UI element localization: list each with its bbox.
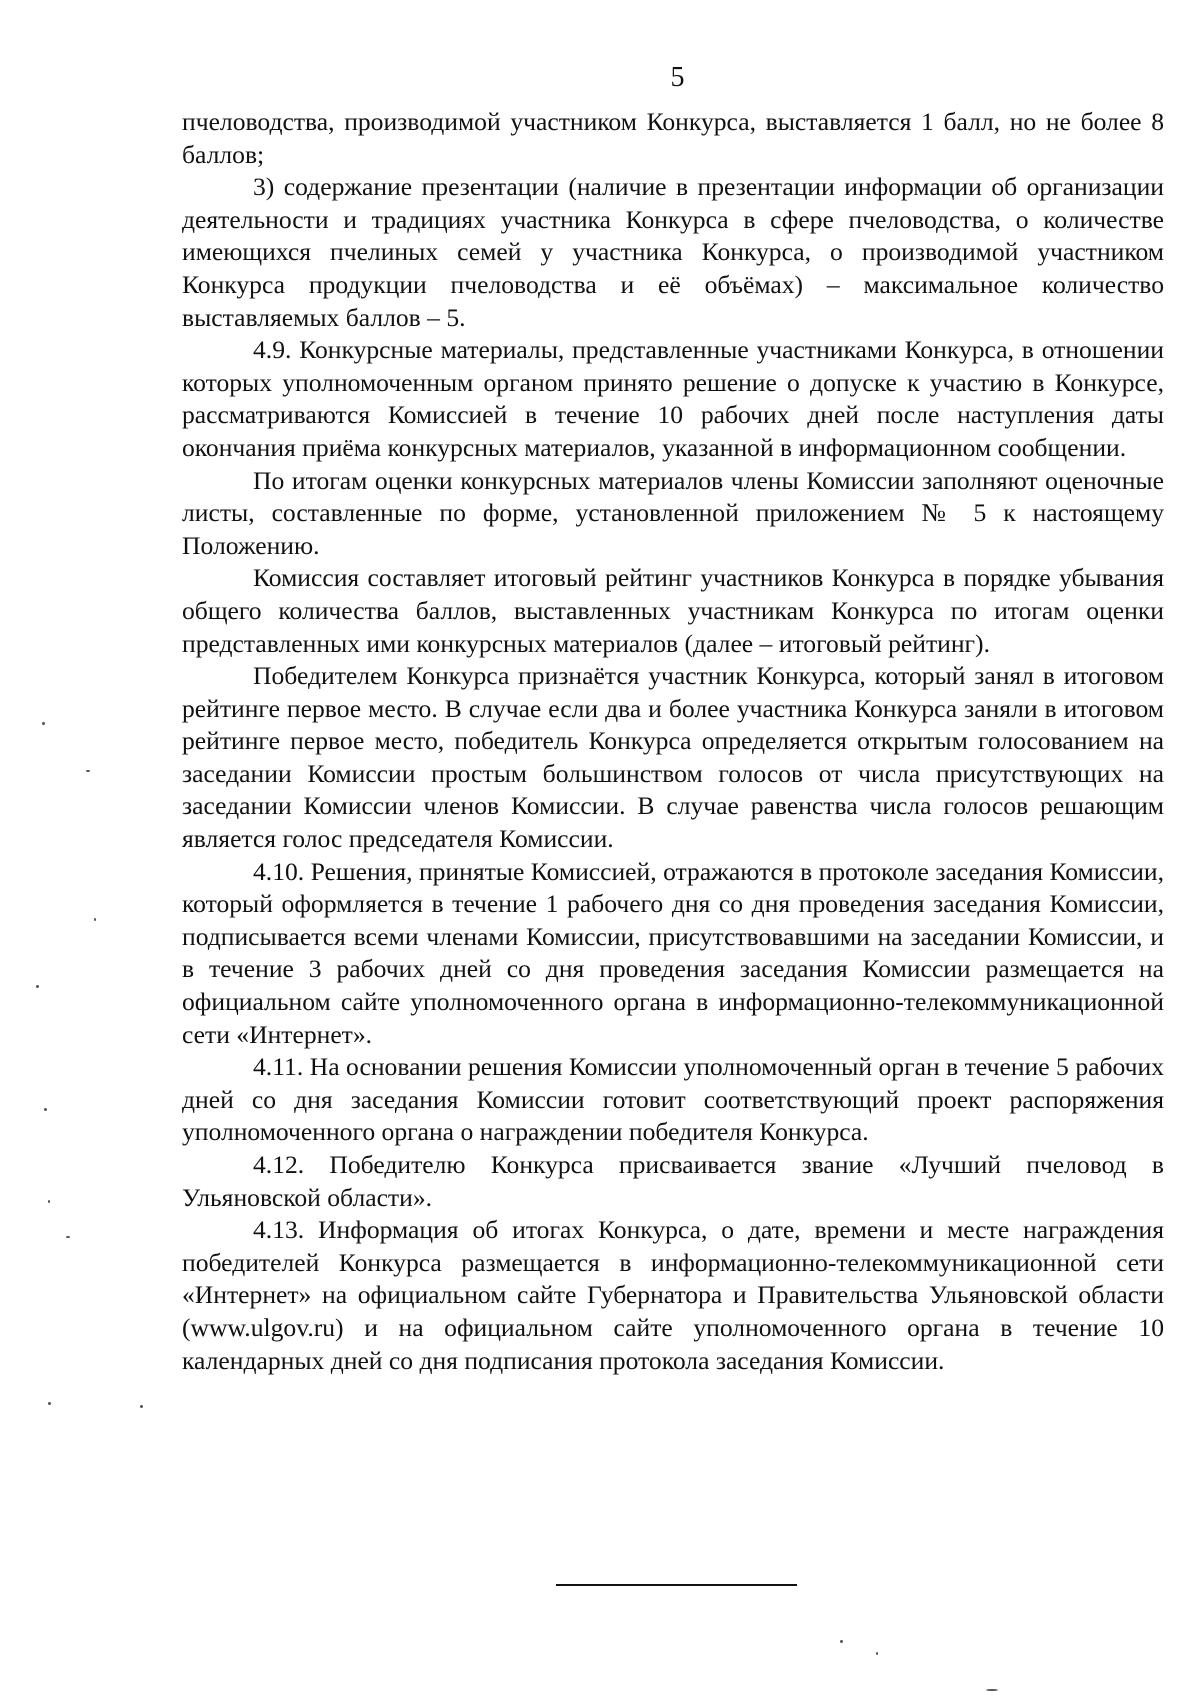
paragraph-evaluation-sheets: По итогам оценки конкурсных материалов члены Комиссии заполняют оценочные листы, составленные по форме, установленной приложением № 5 к настоящему Положению. xyxy=(182,465,1164,560)
paragraph-4-11: 4.11. На основании решения Комиссии уполномоченный орган в течение 5 рабочих дней со дня заседания Комиссии готовит соответствующий проект распоряжения уполномоченного органа о награждении победителя Конкурса. xyxy=(182,1052,1164,1147)
scan-speck xyxy=(140,1405,143,1408)
scan-speck xyxy=(44,1108,47,1111)
paragraph-4-12: 4.12. Победителю Конкурса присваивается звание «Лучший пчеловод в Ульяновской области». xyxy=(182,1150,1164,1212)
paragraph-4-13: 4.13. Информация об итогах Конкурса, о дате, времени и месте награждения победителей Конкурса размещается в информационно-телекоммуникационной сети «Интернет» на официальном сайте Губернатора и Правительства Ульяновской области (www.ulgov.ru) и на официальном сайте уполномоченного органа в течение 10 календарных дней со дня подписания протокола заседания Комиссии. xyxy=(182,1215,1164,1375)
paragraph-4-9: 4.9. Конкурсные материалы, представленные участниками Конкурса, в отношении которых уполномоченным органом принято решение о допуске к участию в Конкурсе, рассматриваются Комиссией в течение 10 рабочих дней после наступления даты окончания приёма конкурсных материалов, указанной в информационном сообщении. xyxy=(182,335,1164,462)
scan-speck xyxy=(94,918,96,921)
paragraph-continuation: пчеловодства, производимой участником Конкурса, выставляется 1 балл, но не более 8 баллов; xyxy=(182,107,1164,169)
paragraph-winner: Победителем Конкурса признаётся участник Конкурса, который занял в итоговом рейтинге первое место. В случае если два и более участника Конкурса заняли в итоговом рейтинге первое место, победитель Конкурса определяется открытым голосованием на заседании Комиссии простым большинством голосов от числа присутствующих на заседании Комиссии членов Комиссии. В случае равенства числа голосов решающим является голос председателя Комиссии. xyxy=(182,661,1164,854)
document-body xyxy=(182,106,1164,1377)
scan-speck xyxy=(48,1200,50,1203)
scan-speck xyxy=(876,1652,878,1655)
scan-speck xyxy=(48,1402,51,1405)
end-of-text-divider xyxy=(556,1584,797,1586)
scan-speck xyxy=(986,1689,998,1691)
paragraph-item-3: 3) содержание презентации (наличие в презентации информации об организации деятельности и традициях участника Конкурса в сфере пчеловодства, о количестве имеющихся пчелиных семей у участника Конкурса, о производимой участником Конкурса продукции пчеловодства и её объёмах) – максимальное количество выставляемых баллов – 5. xyxy=(182,172,1164,332)
page-number: 5 xyxy=(670,62,685,93)
scan-speck xyxy=(86,770,90,772)
scan-speck xyxy=(840,1640,843,1643)
scan-speck xyxy=(42,722,45,725)
scan-speck xyxy=(66,1236,70,1238)
paragraph-4-10: 4.10. Решения, принятые Комиссией, отражаются в протоколе заседания Комиссии, который оформляется в течение 1 рабочего дня со дня проведения заседания Комиссии, подписывается всеми членами Комиссии, присутствовавшими на заседании Комиссии, и в течение 3 рабочих дней со дня проведения заседания Комиссии размещается на официальном сайте уполномоченного органа в информационно-телекоммуникационной сети «Интернет». xyxy=(182,856,1164,1049)
scan-speck xyxy=(36,985,39,988)
paragraph-final-rating: Комиссия составляет итоговый рейтинг участников Конкурса в порядке убывания общего количества баллов, выставленных участникам Конкурса по итогам оценки представленных ими конкурсных материалов (далее – итоговый рейтинг). xyxy=(182,563,1164,658)
